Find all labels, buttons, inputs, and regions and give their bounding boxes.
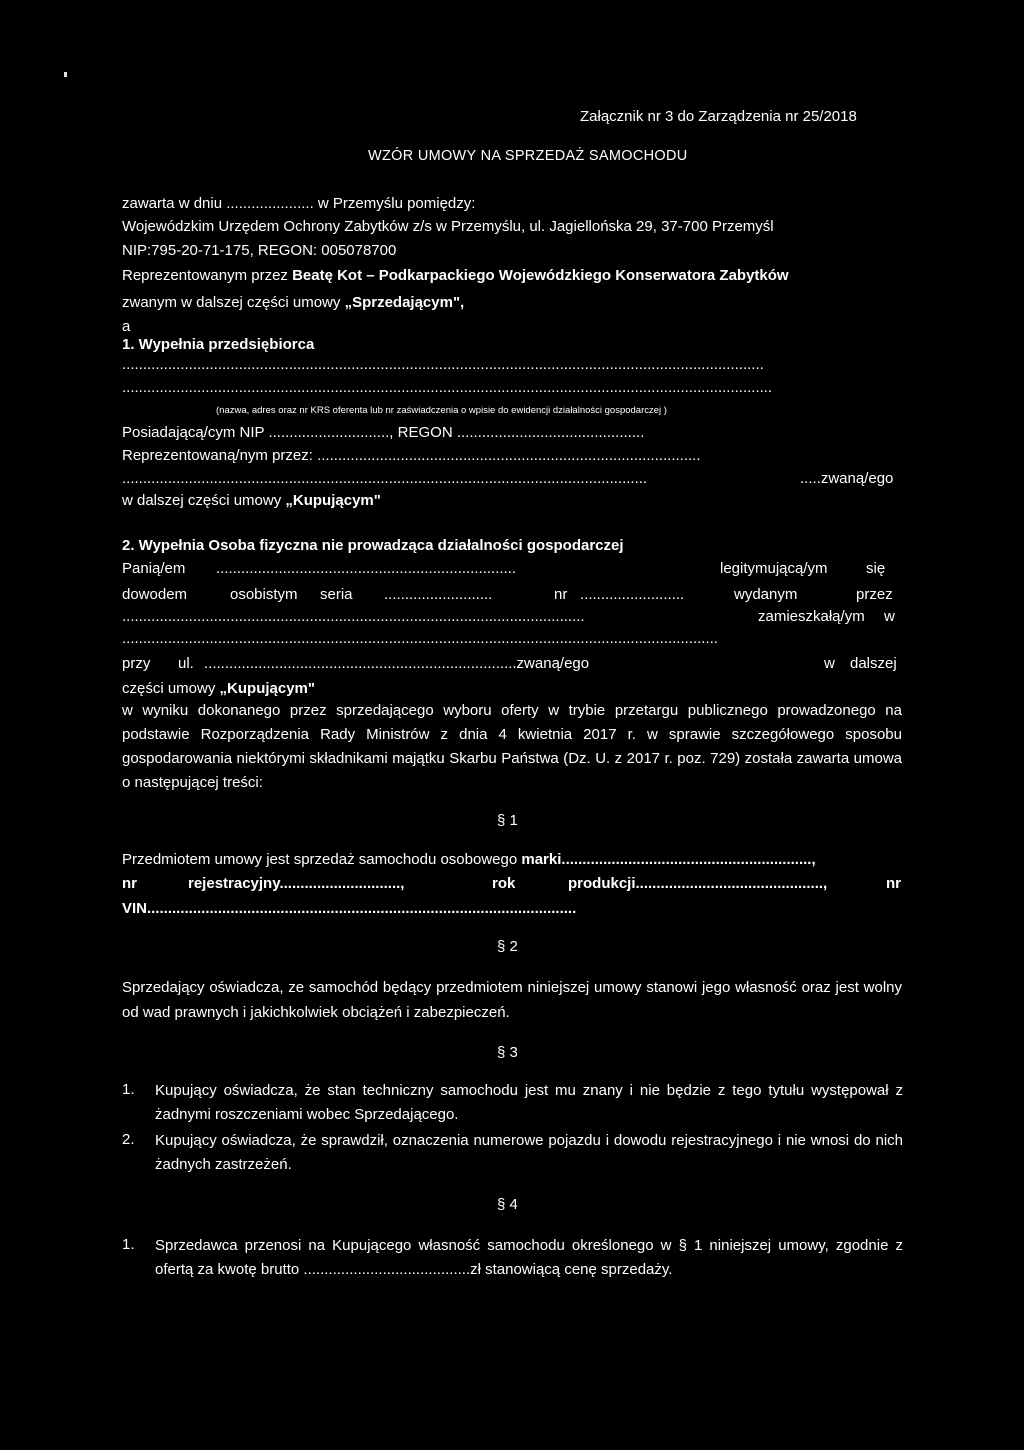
- par4-heading: § 4: [497, 1196, 518, 1213]
- row-word: dowodem: [122, 586, 188, 603]
- par4-item-number: 1.: [122, 1236, 135, 1253]
- document-title: WZÓR UMOWY NA SPRZEDAŻ SAMOCHODU: [368, 148, 688, 164]
- par1-heading: § 1: [497, 812, 518, 829]
- section1-dots-3: ..............................................................................................................................: [122, 470, 648, 487]
- row-word: się: [866, 560, 886, 577]
- intro-line-date: zawarta w dniu ..................... w Przemyślu pomiędzy:: [122, 195, 476, 212]
- section2-paragraph: w wyniku dokonanego przez sprzedającego wyboru oferty w trybie przetargu publicznego prowadzonego na podstawie Rozporządzenia Rady Ministrów z dnia 4 kwietnia 2017 r. w sprawie szczegółowego sposobu gospodarowania niektórymi składnikami majątku Skarbu Państwa (Dz. U. z 2017 r. poz. 729) została zawarta umowa o następującej treści:: [122, 702, 902, 791]
- section2-row-name: [122, 558, 892, 580]
- intro-line-and: a: [122, 318, 131, 335]
- section1-called: .....zwaną/ego: [800, 470, 894, 487]
- intro-line-ids: NIP:795-20-71-175, REGON: 005078700: [122, 242, 397, 259]
- row-word: nr: [122, 875, 137, 892]
- section1-dots-2: ............................................................................................................................................................: [122, 379, 773, 396]
- section1-dots-1: ..........................................................................................................................................................: [122, 356, 764, 373]
- annex-label: Załącznik nr 3 do Zarządzenia nr 25/2018: [580, 108, 857, 125]
- row-word: osobistym: [230, 586, 298, 603]
- par1-line3: VIN.......................................................................................................: [122, 900, 577, 917]
- buyer-prefix: w dalszej części umowy: [122, 492, 286, 509]
- par4-item-text: Sprzedawca przenosi na Kupującego własność samochodu określonego w § 1 niniejszej umowy, zgodnie z ofertą za kwotę brutto ........................................zł stanowiącą cenę sprzedaży.: [155, 1237, 903, 1278]
- section1-nip-line: Posiadającą/cym NIP ............................., REGON .............................................: [122, 424, 645, 441]
- row-dots: rejestracyjny.............................,: [188, 875, 405, 892]
- par3-item-text: Kupujący oświadcza, że stan techniczny samochodu jest mu znany i nie będzie z tego tytułu występował z żadnymi roszczeniami wobec Sprzedającego.: [155, 1082, 903, 1123]
- row-dots: ...........................................................................zwaną/ego: [204, 655, 590, 672]
- row-word: legitymującą/ym: [720, 560, 828, 577]
- row-dots: produkcji.............................................,: [568, 875, 828, 892]
- intro-line-office: Wojewódzkim Urzędem Ochrony Zabytków z/s w Przemyślu, ul. Jagiellońska 29, 37-700 Przemyśl: [122, 218, 774, 235]
- row-word: wydanym: [734, 586, 798, 603]
- seller-prefix: zwanym w dalszej części umowy: [122, 294, 345, 311]
- section1-heading: 1. Wypełnia przedsiębiorca: [122, 336, 315, 353]
- buyer-prefix: części umowy: [122, 680, 220, 697]
- intro-line-seller: [122, 293, 464, 313]
- section2-row-address: [122, 606, 895, 628]
- par1-line1-brand: marki............................................................,: [521, 851, 816, 868]
- section1-representative-line: Reprezentowaną/nym przez: ............................................................................................: [122, 447, 701, 464]
- row-word: przy: [122, 655, 151, 672]
- representative-name: Beatę Kot – Podkarpackiego Wojewódzkiego Konserwatora Zabytków: [292, 267, 789, 284]
- row-word: w: [884, 608, 895, 625]
- section2-buyer-line: [122, 679, 315, 699]
- par3-item-text: Kupujący oświadcza, że sprawdził, oznaczenia numerowe pojazdu i dowodu rejestracyjnego i nie wnosi do nich żadnych zastrzeżeń.: [155, 1132, 903, 1173]
- row-dots: ...............................................................................................................................................: [122, 630, 718, 647]
- par1-line2: [122, 873, 901, 895]
- row-dots: ..........................: [384, 586, 493, 603]
- section2-row-street: [122, 653, 897, 675]
- par1-line1-text: Przedmiotem umowy jest sprzedaż samochodu osobowego: [122, 851, 522, 868]
- section2-heading: 2. Wypełnia Osoba fizyczna nie prowadząca działalności gospodarczej: [122, 537, 624, 554]
- par3-heading: § 3: [497, 1044, 518, 1061]
- row-word: rok: [492, 875, 516, 892]
- row-word: zamieszkałą/ym: [758, 608, 865, 625]
- section1-buyer-line: [122, 491, 381, 511]
- row-word: seria: [320, 586, 353, 603]
- intro-line-representative: [122, 266, 789, 286]
- buyer-term: „Kupującym": [285, 492, 381, 509]
- section2-row-dots: [122, 628, 892, 650]
- row-word: dalszej: [850, 655, 897, 672]
- section1-caption: (nazwa, adres oraz nr KRS oferenta lub nr zaświadczenia o wpisie do ewidencji działalności gospodarczej ): [216, 405, 667, 416]
- row-dots: ........................................................................: [216, 560, 517, 577]
- row-dots: ...............................................................................................................: [122, 608, 585, 625]
- row-dots: .........................: [580, 586, 685, 603]
- row-word: nr: [554, 586, 568, 603]
- row-word: nr: [886, 875, 901, 892]
- par1-line1: [122, 850, 816, 870]
- par3-item-number: 1.: [122, 1081, 135, 1098]
- buyer-term: „Kupującym": [219, 680, 315, 697]
- row-word: ul.: [178, 655, 194, 672]
- row-word: Panią/em: [122, 560, 186, 577]
- seller-term: „Sprzedającym",: [344, 294, 465, 311]
- par2-text: Sprzedający oświadcza, ze samochód będący przedmiotem niniejszej umowy stanowi jego własność oraz jest wolny od wad prawnych i jakichkolwiek obciążeń i zabezpieczeń.: [122, 979, 902, 1021]
- row-word: przez: [856, 586, 893, 603]
- par2-heading: § 2: [497, 938, 518, 955]
- scan-speck: [64, 72, 67, 77]
- par3-item-number: 2.: [122, 1131, 135, 1148]
- row-word: w: [824, 655, 835, 672]
- section2-row-id: [122, 584, 892, 606]
- representative-prefix: Reprezentowanym przez: [122, 267, 293, 284]
